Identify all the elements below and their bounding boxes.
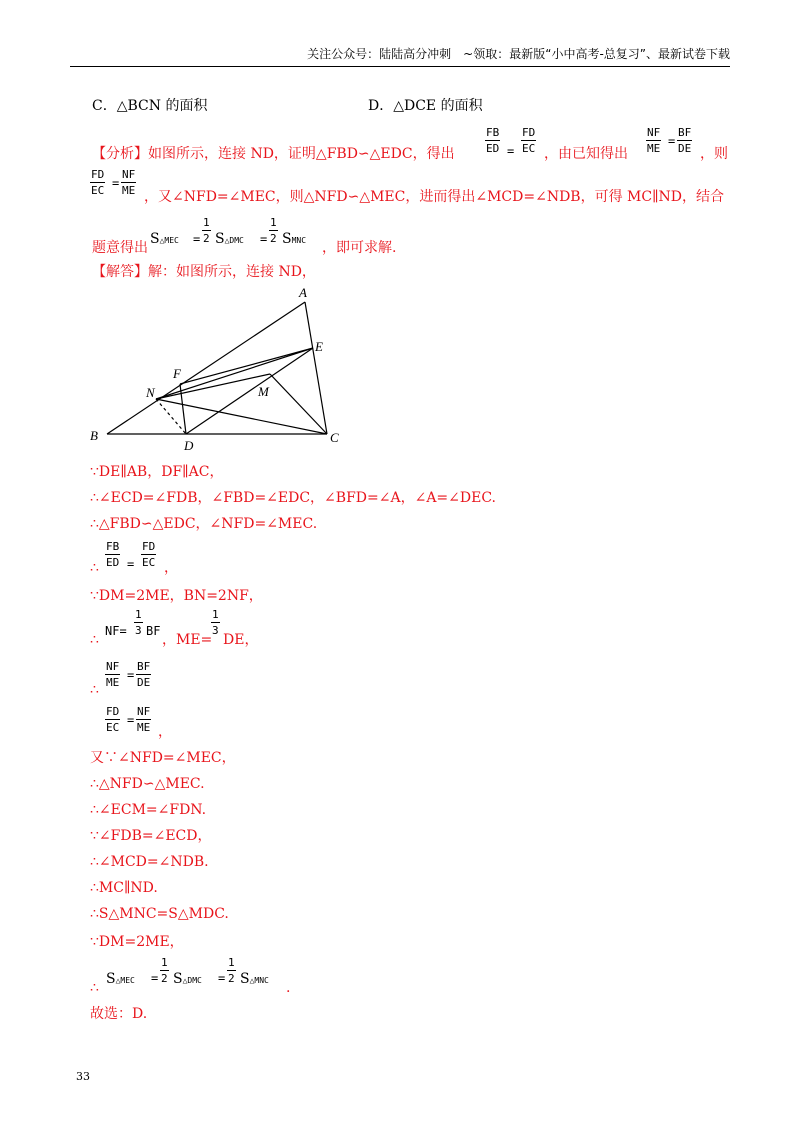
bf-text: BF (146, 624, 161, 638)
fraction-nf-me-step-2: NF ME (137, 705, 151, 734)
label-d: D (184, 438, 194, 450)
fraction-bf-de-step: BF DE (137, 660, 151, 689)
page-header: 关注公众号：陆陆高分冲刺 ~领取：最新版“小中高考-总复习”、最新试卷下载 (70, 46, 730, 67)
equals-sign: = (507, 144, 515, 158)
fraction-one-third-2: 1 3 (212, 608, 219, 637)
label-m: M (258, 384, 269, 399)
fraction-fb-ed-step: FB ED (106, 540, 120, 569)
step-14: ∴MC∥ND. (90, 880, 158, 896)
step-3: ∴△FBD∽△EDC，∠NFD=∠MEC. (90, 516, 318, 532)
step-6-prefix: ∴ (90, 632, 99, 648)
area-dmc: S△DMC (215, 231, 244, 247)
fraction-nf-me-2: NF ME (122, 168, 136, 197)
segment-nc (156, 399, 327, 434)
analysis-text-3: 题意得出 (92, 240, 148, 256)
segment-ab (107, 302, 305, 434)
label-e: E (315, 339, 323, 354)
geometry-figure (80, 280, 350, 450)
fraction-half: 1 2 (203, 216, 210, 245)
equals-sign: = (151, 971, 159, 985)
fraction-bf-de: BF DE (678, 126, 692, 155)
fraction-half-2: 1 2 (270, 216, 277, 245)
step-6-de: DE， (223, 632, 259, 648)
fraction-half-final-2: 1 2 (228, 956, 235, 985)
equals-sign: = (127, 713, 135, 727)
nf-expression: NF= (105, 624, 127, 638)
fraction-fd-ec-step: FD EC (142, 540, 156, 569)
equals-sign: = (218, 971, 226, 985)
analysis-text-2: ，又∠NFD=∠MEC，则△NFD∽△MEC，进而得出∠MCD=∠NDB，可得 MC∥ND，结合 (144, 189, 725, 205)
step-18: 故选：D. (90, 1006, 148, 1022)
fraction-half-final: 1 2 (161, 956, 168, 985)
area-expression-analysis: S△MEC (150, 231, 179, 247)
fraction-nf-me: NF ME (647, 126, 661, 155)
fraction-nf-me-step: NF ME (106, 660, 120, 689)
option-c: C．△BCN 的面积 (92, 98, 208, 114)
area-dmc-final: S△DMC (173, 971, 202, 987)
step-5: ∵DM=2ME，BN=2NF， (90, 588, 263, 604)
area-mnc-final: S△MNC (240, 971, 269, 987)
page-number: 33 (76, 1070, 90, 1083)
step-4-prefix: ∴ (90, 560, 99, 576)
equals-sign: = (127, 557, 135, 571)
option-d: D．△DCE 的面积 (368, 98, 483, 114)
analysis-text-3b: ，即可求解. (322, 240, 397, 256)
label-b: B (90, 428, 98, 443)
step-15: ∴S△MNC=S△MDC. (90, 906, 229, 922)
fraction-one-third: 1 3 (135, 608, 142, 637)
fraction-fd-ec: FD EC (522, 126, 536, 155)
fraction-fb-ed: FB ED (486, 126, 500, 155)
step-10: ∴△NFD∽△MEC. (90, 776, 205, 792)
label-n: N (146, 385, 155, 400)
step-1: ∵DE∥AB，DF∥AC， (90, 464, 224, 480)
label-a: A (299, 285, 307, 300)
equals-sign: = (127, 668, 135, 682)
label-f: F (173, 366, 181, 381)
area-mnc: SMNC (282, 231, 307, 247)
step-16: ∵DM=2ME， (90, 934, 184, 950)
solution-intro: 【解答】解：如图所示，连接 ND， (92, 264, 316, 280)
step-17-prefix: ∴ (90, 980, 99, 996)
step-11: ∴∠ECM=∠FDN. (90, 802, 207, 818)
step-2: ∴∠ECD=∠FDB，∠FBD=∠EDC，∠BFD=∠A，∠A=∠DEC. (90, 490, 496, 506)
step-9: 又∵∠NFD=∠MEC， (90, 750, 236, 766)
step-17-suffix: . (286, 980, 291, 996)
fraction-fd-ec-step-2: FD EC (106, 705, 120, 734)
step-7-prefix: ∴ (90, 682, 99, 698)
equals-sign: = (193, 232, 201, 246)
step-6-mid: ，ME= (162, 632, 213, 648)
fraction-fd-ec-2: FD EC (91, 168, 105, 197)
step-8-suffix: ， (158, 724, 172, 740)
analysis-text-1c: ，则 (700, 146, 728, 162)
equals-sign: = (260, 232, 268, 246)
segment-de (186, 348, 313, 434)
equals-sign: = (668, 134, 676, 148)
step-12: ∵∠FDB=∠ECD， (90, 828, 212, 844)
equals-sign: = (112, 176, 120, 190)
analysis-text-1b: ，由已知得出 (544, 146, 628, 162)
area-mec-final: S△MEC (106, 971, 135, 987)
step-4-suffix: ， (164, 560, 178, 576)
step-13: ∴∠MCD=∠NDB. (90, 854, 209, 870)
analysis-text-1: 【分析】如图所示，连接 ND，证明△FBD∽△EDC，得出 (92, 146, 455, 162)
label-c: C (330, 430, 339, 445)
